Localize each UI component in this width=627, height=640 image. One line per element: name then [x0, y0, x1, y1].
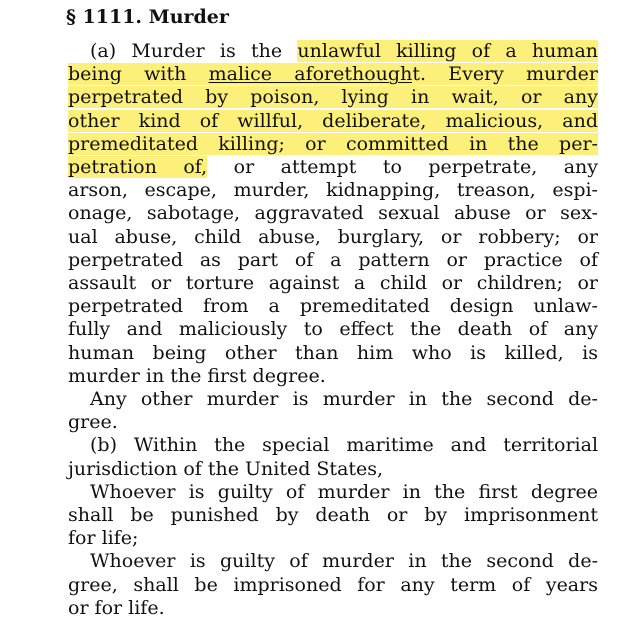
text-run: for life;: [68, 527, 139, 550]
text-run: (a) Murder is the: [90, 40, 298, 62]
text-run: onage, sabotage, aggravated sexual abuse or sex-: [68, 202, 598, 225]
highlighted-text: unlawful killing of a human: [297, 40, 599, 62]
text-line: [68, 202, 598, 225]
text-line: [68, 133, 598, 156]
highlighted-text: perpetrated by poison, lying in wait, or any: [68, 86, 598, 109]
text-line: [68, 574, 598, 597]
text-run: Any other murder is murder in the second de-: [90, 388, 598, 410]
highlighted-text: petration of,: [68, 156, 208, 178]
text-line: [68, 411, 118, 434]
text-line: [68, 365, 326, 388]
text-run: perpetrated from a premeditated design unlaw-: [68, 295, 598, 318]
text-line: [90, 550, 598, 573]
text-line: [90, 388, 598, 411]
text-line: [68, 318, 598, 341]
text-run: or attempt to perpetrate, any: [207, 156, 599, 178]
text-run: human being other than him who is killed, is: [68, 341, 598, 364]
text-line: [68, 156, 598, 179]
text-line: [68, 342, 598, 365]
text-run: perpetrated as part of a pattern or practice of: [68, 248, 598, 271]
highlighted-text: other kind of willful, deliberate, malicious, and: [68, 109, 598, 132]
text-line: [68, 504, 598, 527]
text-line: [68, 458, 383, 481]
highlighted-text: premeditated killing; or committed in the per-: [68, 132, 598, 155]
text-run: or for life.: [68, 596, 165, 619]
text-line: [68, 63, 598, 86]
text-line: [68, 179, 598, 202]
text-run: jurisdiction of the United States,: [68, 457, 384, 480]
text-run: arson, escape, murder, kidnapping, treason, espi-: [68, 179, 598, 202]
highlighted-text: malice aforethough: [208, 63, 413, 86]
text-line: [68, 295, 598, 318]
text-line: [68, 110, 598, 133]
highlighted-text: being with: [68, 63, 209, 86]
highlighted-text: t. Every murder: [412, 63, 598, 86]
section-heading: § 1111. Murder: [66, 6, 229, 28]
text-run: murder in the first degree.: [68, 364, 326, 387]
text-run: fully and maliciously to effect the death of any: [68, 318, 599, 341]
text-run: assault or torture against a child or children; or: [68, 272, 599, 294]
text-run: gree.: [68, 411, 118, 434]
text-line: [68, 527, 138, 550]
text-run: gree, shall be imprisoned for any term of years: [68, 573, 598, 596]
text-line: [90, 40, 598, 63]
text-line: [90, 434, 598, 457]
text-line: [68, 272, 598, 295]
text-line: [68, 597, 165, 620]
text-line: [68, 86, 598, 109]
text-line: [90, 481, 598, 504]
text-run: ual abuse, child abuse, burglary, or robbery; or: [68, 225, 598, 248]
text-run: (b) Within the special maritime and territorial: [90, 434, 599, 457]
text-line: [68, 226, 598, 249]
text-run: Whoever is guilty of murder in the second de-: [90, 550, 599, 573]
text-run: shall be punished by death or by imprisonment: [68, 504, 598, 526]
text-run: Whoever is guilty of murder in the first degree: [90, 480, 599, 503]
text-line: [68, 249, 598, 272]
